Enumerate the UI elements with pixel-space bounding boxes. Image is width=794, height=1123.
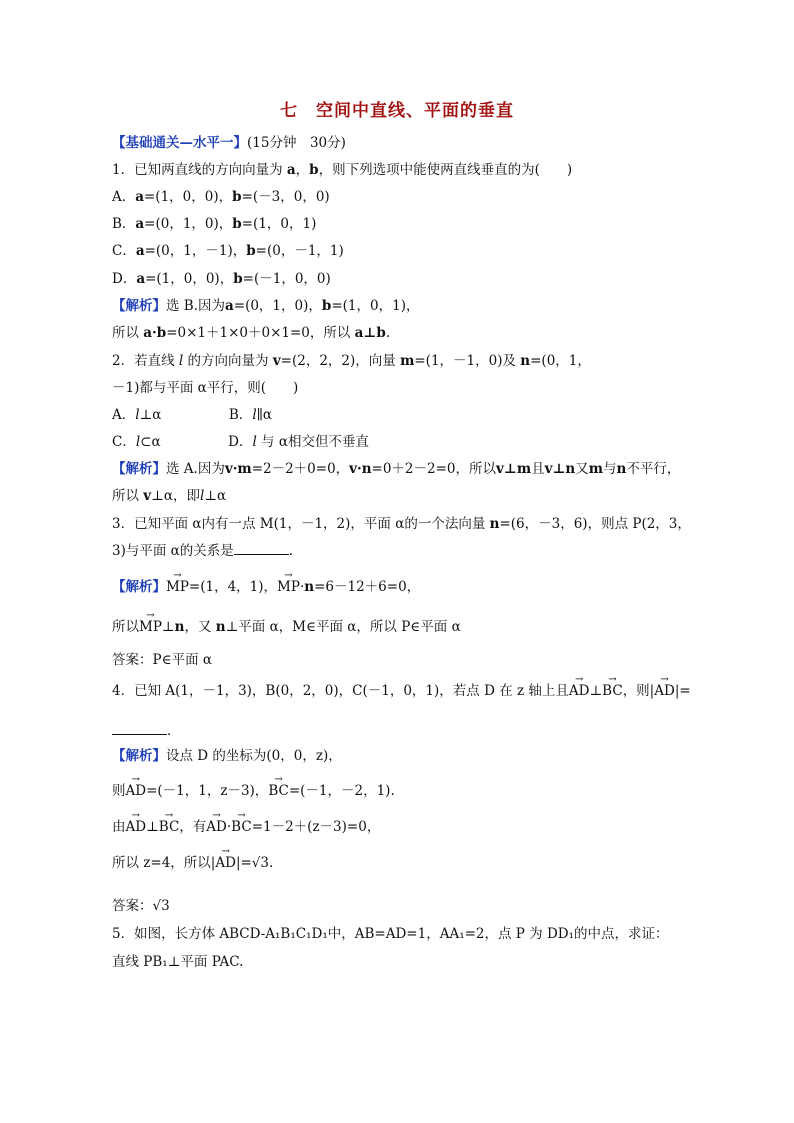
- answer-blank: [234, 542, 289, 555]
- text-segment: C．: [112, 434, 136, 450]
- text-segment: 3．已知平面 α内有一点 M(1，－1，2)，平面 α的一个法向量: [112, 516, 490, 532]
- text-segment: =(0，－1，1): [255, 243, 344, 259]
- text-segment: =(0，1，: [530, 353, 591, 369]
- text-segment: v⊥n: [544, 461, 576, 477]
- text-segment: v: [143, 488, 152, 504]
- text-line: [112, 542, 302, 560]
- text-segment: =0＋2－2=0，所以: [371, 461, 497, 477]
- vector-label: → AD: [215, 854, 236, 872]
- text-segment: 3)与平面 α的关系是: [112, 543, 234, 559]
- text-line: [112, 297, 419, 315]
- text-segment: 直线 PB₁⊥平面 PAC.: [112, 954, 244, 970]
- vector-label: → BC: [602, 682, 623, 700]
- text-segment: ，则|: [622, 683, 655, 699]
- text-segment: n: [520, 353, 531, 369]
- text-segment: =(1，0，0)，: [145, 271, 234, 287]
- vector-label: → AD: [654, 682, 675, 700]
- text-segment: ⊥: [589, 683, 603, 699]
- text-segment: 所以: [112, 619, 139, 635]
- text-line: [112, 578, 420, 596]
- text-segment: a: [225, 298, 234, 314]
- vector-label: → AD: [206, 818, 227, 836]
- text-segment: A．: [112, 189, 136, 205]
- text-segment: 设点 D 的坐标为(0，0，z)，: [166, 748, 342, 764]
- text-segment: ⊥: [161, 619, 175, 635]
- text-line: [112, 682, 691, 700]
- text-segment: ，有: [179, 819, 207, 835]
- text-segment: ⊥α: [204, 488, 227, 504]
- text-line: [112, 460, 680, 478]
- text-segment: (15分钟 30分): [247, 135, 346, 151]
- text-segment: 由: [112, 819, 126, 835]
- text-segment: v·n: [349, 461, 372, 477]
- text-segment: ⊥: [146, 819, 159, 835]
- vector-label: → MP: [166, 578, 189, 596]
- text-segment: ·: [299, 579, 305, 595]
- text-segment: b: [233, 271, 243, 287]
- text-segment: 答案：√3: [112, 898, 170, 914]
- text-segment: =(－1，－2，1).: [288, 783, 395, 799]
- text-segment: 答案：P∈平面 α: [112, 652, 212, 668]
- text-segment: D．: [112, 271, 137, 287]
- text-segment: ⊥平面 α，M∈平面 α，所以 P∈平面 α: [225, 619, 461, 635]
- text-segment: a·b: [143, 325, 167, 341]
- text-segment: l: [252, 434, 257, 450]
- text-segment: v·m: [224, 461, 252, 477]
- text-segment: =(－1，1，z－3)，: [146, 783, 269, 799]
- text-segment: 1．已知两直线的方向向量为: [112, 162, 287, 178]
- vector-label: → AD: [126, 818, 147, 836]
- text-segment: a⊥b: [354, 325, 386, 341]
- text-segment: 所以: [112, 488, 144, 504]
- text-segment: =(0，1，0)，: [233, 298, 322, 314]
- text-segment: a: [136, 271, 146, 287]
- text-segment: b: [321, 298, 332, 314]
- text-line: [112, 215, 316, 233]
- text-line: [112, 134, 346, 152]
- text-segment: ⊂α D．: [140, 434, 253, 450]
- text-segment: ．: [167, 723, 181, 739]
- text-line: [112, 352, 591, 370]
- text-segment: v: [272, 353, 281, 369]
- text-line: [112, 324, 390, 342]
- text-line: [112, 953, 243, 971]
- vector-label: → AD: [126, 782, 147, 800]
- text-segment: =(1，0，1): [241, 216, 317, 232]
- text-segment: a: [135, 189, 144, 205]
- text-segment: b: [232, 216, 242, 232]
- text-segment: a: [286, 162, 296, 178]
- text-segment: |=: [674, 683, 691, 699]
- text-segment: ，又: [184, 619, 216, 635]
- text-segment: b: [232, 189, 242, 205]
- text-segment: =(0，1，－1)，: [144, 243, 247, 259]
- text-line: [112, 925, 669, 943]
- text-segment: n: [616, 461, 627, 477]
- text-segment: =(1，4，1)，: [188, 579, 278, 595]
- text-segment: =(1，－1，0)及: [414, 353, 521, 369]
- text-segment: =(－3，0，0): [241, 189, 330, 205]
- vector-label: → MP: [277, 578, 300, 596]
- text-line: [112, 618, 461, 636]
- text-segment: =2－2＋0=0，: [251, 461, 350, 477]
- text-segment: n: [215, 619, 226, 635]
- vector-label: → BC: [268, 782, 289, 800]
- text-segment: 2．若直线: [112, 353, 179, 369]
- text-segment: =(0，1，0)，: [144, 216, 233, 232]
- text-segment: 选 A.因为: [166, 461, 225, 477]
- text-segment: =0×1＋1×0＋0×1=0，所以: [166, 325, 355, 341]
- text-segment: A．: [112, 407, 136, 423]
- text-segment: m: [400, 353, 415, 369]
- text-line: [112, 270, 331, 288]
- text-segment: l: [199, 488, 205, 504]
- text-line: [112, 651, 212, 669]
- text-segment: ⊥α B．: [139, 407, 253, 423]
- text-segment: n: [489, 516, 500, 532]
- section-tag: 【基础通关—水平一】: [112, 135, 247, 151]
- text-segment: =(6，－3，6)，则点 P(2，3，: [499, 516, 691, 532]
- text-segment: 所以 z=4，所以|: [112, 855, 216, 871]
- text-segment: ⊥α，即: [151, 488, 200, 504]
- text-line: [112, 854, 273, 872]
- text-line: [112, 818, 380, 836]
- text-segment: C．: [112, 243, 136, 259]
- text-segment: =1－2＋(z－3)=0，: [251, 819, 381, 835]
- text-line: [112, 161, 572, 179]
- text-segment: =(1，0，1)，: [331, 298, 420, 314]
- vector-label: → MP: [139, 618, 162, 636]
- text-line: [112, 433, 369, 451]
- section-tag: 【解析】: [112, 579, 166, 595]
- page-title: 七 空间中直线、平面的垂直: [280, 101, 514, 121]
- vector-label: → AD: [569, 682, 590, 700]
- text-segment: 又: [575, 461, 589, 477]
- text-segment: ，则下列选项中能使两直线垂直的为( ): [318, 162, 573, 178]
- vector-label: → BC: [231, 818, 252, 836]
- text-segment: ∥α: [256, 407, 272, 423]
- text-segment: b: [246, 243, 256, 259]
- text-segment: 且: [531, 461, 545, 477]
- text-line: [112, 722, 181, 740]
- section-tag: 【解析】: [112, 461, 166, 477]
- text-segment: ．: [288, 543, 303, 559]
- text-segment: .: [385, 325, 391, 341]
- text-line: [112, 379, 298, 397]
- text-segment: 与: [603, 461, 617, 477]
- text-segment: ·: [226, 819, 232, 835]
- text-segment: l: [135, 407, 140, 423]
- text-line: [112, 515, 691, 533]
- text-segment: l: [252, 407, 257, 423]
- text-segment: l: [135, 434, 141, 450]
- text-segment: v⊥m: [496, 461, 532, 477]
- text-segment: 选 B.因为: [166, 298, 226, 314]
- section-tag: 【解析】: [112, 748, 166, 764]
- text-segment: m: [588, 461, 604, 477]
- text-segment: 不平行，: [626, 461, 681, 477]
- text-segment: =(1，0，0)，: [144, 189, 233, 205]
- text-segment: 则: [112, 783, 126, 799]
- text-segment: n: [304, 579, 315, 595]
- text-segment: 与 α相交但不垂直: [256, 434, 369, 450]
- text-line: [112, 188, 330, 206]
- text-segment: a: [135, 216, 145, 232]
- text-segment: B．: [112, 216, 136, 232]
- text-line: [112, 406, 272, 424]
- text-segment: =(2，2，2)，向量: [280, 353, 401, 369]
- text-line: [112, 487, 226, 505]
- text-segment: n: [174, 619, 185, 635]
- text-segment: a: [135, 243, 145, 259]
- text-segment: 所以: [112, 325, 144, 341]
- text-line: [112, 242, 344, 260]
- text-line: [112, 782, 395, 800]
- answer-blank: [112, 722, 167, 735]
- vector-label: → BC: [159, 818, 180, 836]
- section-tag: 【解析】: [112, 298, 166, 314]
- text-segment: 的方向向量为: [183, 353, 273, 369]
- text-segment: －1)都与平面 α平行，则( ): [112, 380, 299, 396]
- text-segment: =(－1，0，0): [242, 271, 331, 287]
- text-segment: l: [178, 353, 184, 369]
- text-segment: 5．如图，长方体 ABCD-A₁B₁C₁D₁中，AB=AD=1，AA₁=2，点 P 为 DD₁的中点，求证：: [112, 926, 669, 942]
- text-line: [112, 897, 170, 915]
- text-line: [112, 747, 342, 765]
- text-segment: |=√3.: [235, 855, 274, 871]
- text-segment: 4．已知 A(1，－1，3)，B(0，2，0)，C(－1，0，1)，若点 D 在 z 轴上且: [112, 683, 569, 699]
- text-segment: b: [309, 162, 319, 178]
- text-segment: =6－12＋6=0，: [314, 579, 421, 595]
- text-segment: ，: [295, 162, 310, 178]
